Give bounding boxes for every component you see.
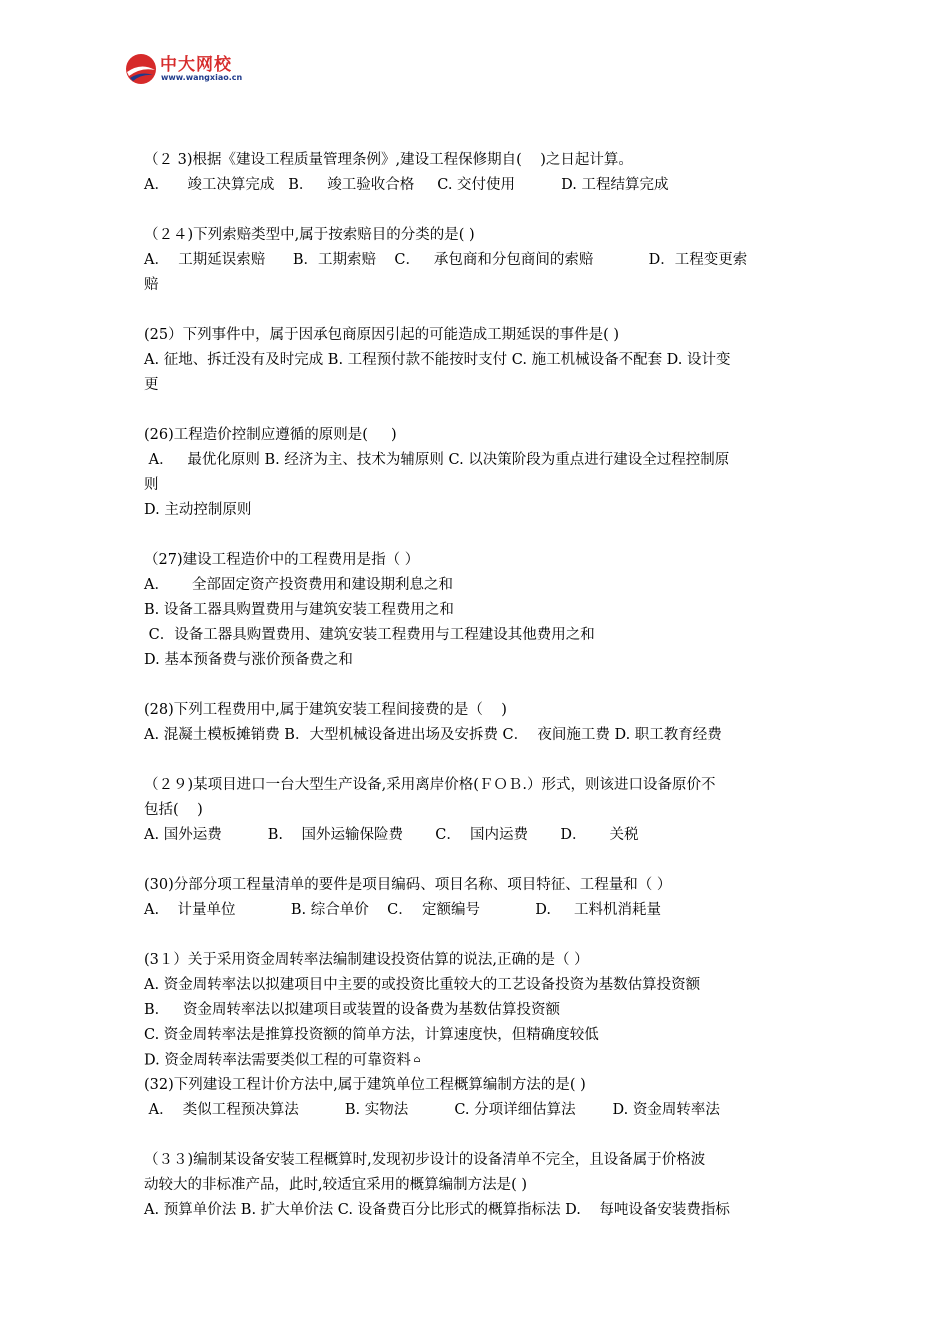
question-line bbox=[144, 648, 810, 673]
question-text: A． 最优化原则 B. 经济为主、技术为辅原则 C. 以决策阶段为重点进行建设全过程控制原 bbox=[144, 452, 730, 468]
question-line bbox=[144, 448, 810, 473]
question-text: D. 基本预备费与涨价预备费之和 bbox=[144, 652, 353, 668]
question-block bbox=[144, 698, 810, 748]
question-stem bbox=[144, 548, 810, 573]
question-spacer bbox=[144, 198, 810, 223]
question-text: D. 资金周转率法需要类似工程的可靠资料 bbox=[144, 1052, 411, 1069]
question-stem bbox=[144, 873, 810, 898]
question-stem bbox=[144, 223, 810, 248]
question-spacer bbox=[144, 748, 810, 773]
question-spacer bbox=[144, 523, 810, 548]
question-stem bbox=[144, 423, 810, 448]
question-text: 赔 bbox=[144, 277, 159, 293]
question-line bbox=[144, 623, 810, 648]
question-text: （３３)编制某设备安装工程概算时,发现初步设计的设备清单不完全，且设备属于价格波 bbox=[144, 1152, 706, 1168]
question-line bbox=[144, 473, 810, 498]
question-spacer bbox=[144, 1123, 810, 1148]
question-text: A. 混凝土模板摊销费 B．大型机械设备进出场及安拆费 C． 夜间施工费 D. 职工教育经费 bbox=[144, 727, 722, 743]
question-text: 更 bbox=[144, 377, 159, 393]
question-text: A. 预算单价法 B. 扩大单价法 C. 设备费百分比形式的概算指标法 D. 每吨设备安装费指标 bbox=[144, 1202, 730, 1218]
question-spacer bbox=[144, 398, 810, 423]
question-stem bbox=[144, 948, 810, 973]
question-block bbox=[144, 1148, 810, 1223]
question-text: (28)下列工程费用中,属于建筑安装工程间接费的是（ ) bbox=[144, 702, 507, 718]
question-line bbox=[144, 1098, 810, 1123]
question-text: 则 bbox=[144, 477, 159, 493]
question-text: A． 竣工决算完成 B． 竣工验收合格 C. 交付使用 D. 工程结算完成 bbox=[144, 177, 669, 193]
logo-name: 中大网校 bbox=[160, 55, 232, 75]
question-line bbox=[144, 1048, 810, 1073]
question-line bbox=[144, 273, 810, 298]
question-block bbox=[144, 148, 810, 198]
question-text: C．设备工器具购置费用、建筑安装工程费用与工程建设其他费用之和 bbox=[144, 627, 595, 643]
question-stem bbox=[144, 148, 810, 173]
question-line bbox=[144, 723, 810, 748]
question-block bbox=[144, 548, 810, 673]
question-text: (30)分部分项工程量清单的要件是项目编码、项目名称、项目特征、工程量和（ ） bbox=[144, 877, 672, 893]
question-line bbox=[144, 598, 810, 623]
question-stem bbox=[144, 773, 810, 798]
question-text: A． 全部固定资产投资费用和建设期利息之和 bbox=[144, 577, 454, 593]
question-block bbox=[144, 948, 810, 1073]
question-stem bbox=[144, 1148, 810, 1173]
question-text: （２ 3)根据《建设工程质量管理条例》,建设工程保修期自( )之日起计算。 bbox=[144, 152, 633, 168]
question-text: B． 资金周转率法以拟建项目或装置的设备费为基数估算投资额 bbox=[144, 1002, 560, 1018]
question-block bbox=[144, 423, 810, 523]
question-line bbox=[144, 898, 810, 923]
question-text: （27)建设工程造价中的工程费用是指（ ） bbox=[144, 552, 420, 568]
question-line bbox=[144, 173, 810, 198]
site-logo bbox=[124, 50, 254, 90]
question-line bbox=[144, 798, 810, 823]
question-text: 包括( ) bbox=[144, 802, 203, 818]
question-block bbox=[144, 323, 810, 398]
question-text: (32)下列建设工程计价方法中,属于建筑单位工程概算编制方法的是( ) bbox=[144, 1077, 586, 1093]
question-text: B. 设备工器具购置费用与建筑安装工程费用之和 bbox=[144, 602, 454, 618]
question-block bbox=[144, 773, 810, 848]
question-text: A． 类似工程预决算法 B. 实物法 C. 分项详细估算法 D. 资金周转率法 bbox=[144, 1102, 720, 1118]
question-spacer bbox=[144, 673, 810, 698]
logo-swoosh-icon bbox=[124, 52, 158, 86]
question-text: A. 资金周转率法以拟建项目中主要的或投资比重较大的工艺设备投资为基数估算投资额 bbox=[144, 977, 701, 993]
logo-url: www.wangxiao.cn bbox=[161, 73, 243, 82]
question-line bbox=[144, 973, 810, 998]
question-line bbox=[144, 998, 810, 1023]
question-spacer bbox=[144, 298, 810, 323]
question-text: A. 计量单位 B. 综合单价 C． 定额编号 D. 工料机消耗量 bbox=[144, 902, 662, 918]
question-text: (3１）关于采用资金周转率法编制建设投资估算的说法,正确的是（ ） bbox=[144, 952, 589, 968]
question-spacer bbox=[144, 923, 810, 948]
small-house-icon: ⌂ bbox=[410, 1055, 421, 1065]
question-text: A． 工期延误索赔 B．工期索赔 C． 承包商和分包商间的索赔 D．工程变更索 bbox=[144, 252, 748, 268]
question-text: （２９)某项目进口一台大型生产设备,采用离岸价格(ＦＯＢ.）形式，则该进口设备原价不 bbox=[144, 777, 716, 793]
question-line bbox=[144, 373, 810, 398]
question-text: （２４)下列索赔类型中,属于按索赔目的分类的是( ) bbox=[144, 227, 475, 243]
question-text: D. 主动控制原则 bbox=[144, 502, 252, 518]
question-stem bbox=[144, 323, 810, 348]
question-line bbox=[144, 248, 810, 273]
question-stem bbox=[144, 698, 810, 723]
question-text: (25）下列事件中，属于因承包商原因引起的可能造成工期延误的事件是( ) bbox=[144, 327, 620, 343]
question-spacer bbox=[144, 848, 810, 873]
question-line bbox=[144, 1173, 810, 1198]
question-text: A. 征地、拆迁没有及时完成 B. 工程预付款不能按时支付 C. 施工机械设备不配套 D. 设计变 bbox=[144, 352, 731, 368]
question-text: 动较大的非标准产品，此时,较适宜采用的概算编制方法是( ) bbox=[144, 1177, 528, 1193]
question-text: C. 资金周转率法是推算投资额的简单方法，计算速度快，但精确度较低 bbox=[144, 1027, 599, 1043]
question-line bbox=[144, 348, 810, 373]
question-text: (26)工程造价控制应遵循的原则是( ) bbox=[144, 427, 397, 443]
question-block bbox=[144, 1073, 810, 1123]
question-block bbox=[144, 873, 810, 923]
question-line bbox=[144, 1198, 810, 1223]
question-line bbox=[144, 823, 810, 848]
question-line bbox=[144, 1023, 810, 1048]
question-text: A. 国外运费 B. 国外运输保险费 C． 国内运费 D． 关税 bbox=[144, 827, 639, 843]
question-block bbox=[144, 223, 810, 298]
question-stem bbox=[144, 1073, 810, 1098]
question-line bbox=[144, 498, 810, 523]
question-list bbox=[144, 148, 810, 1223]
question-line bbox=[144, 573, 810, 598]
